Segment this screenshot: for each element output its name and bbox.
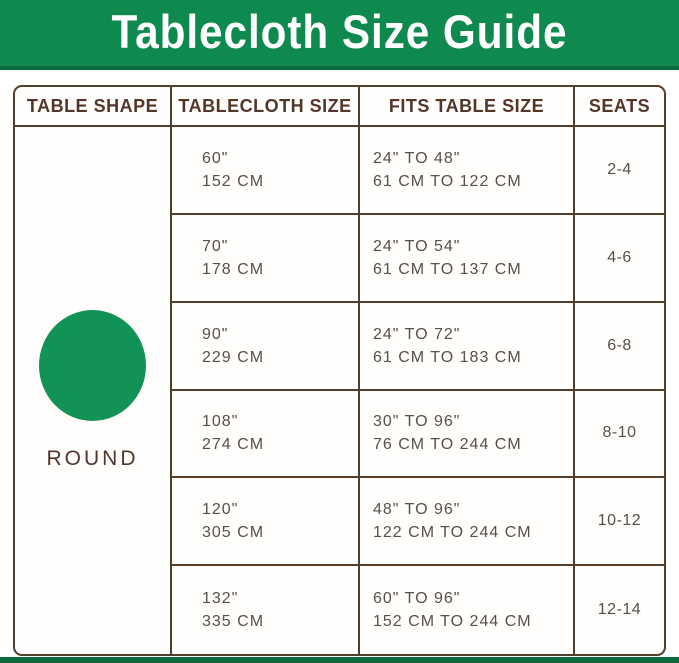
table-row-fits xyxy=(360,478,575,566)
size-guide-table xyxy=(13,85,666,656)
fits-inches: 24" TO 72" xyxy=(373,325,461,343)
shape-label: ROUND xyxy=(46,447,139,470)
size-cm: 152 CM xyxy=(202,172,265,190)
table-row-size xyxy=(172,127,360,215)
table-row-seats: 2-4 xyxy=(575,127,664,215)
fits-inches: 60" TO 96" xyxy=(373,590,461,608)
fits-cm: 152 CM TO 244 CM xyxy=(373,613,532,631)
table-row-fits xyxy=(360,127,575,215)
table-shape-cell xyxy=(15,127,172,654)
table-row-size xyxy=(172,215,360,303)
table-row-size xyxy=(172,391,360,479)
size-inches: 70" xyxy=(202,237,229,255)
size-inches: 120" xyxy=(202,501,239,519)
header-cell-fits-table-size: FITS TABLE SIZE xyxy=(360,87,575,127)
size-inches: 132" xyxy=(202,590,239,608)
size-cm: 305 CM xyxy=(202,524,265,542)
fits-inches: 48" TO 96" xyxy=(373,501,461,519)
table-row-seats: 8-10 xyxy=(575,391,664,479)
size-cm: 335 CM xyxy=(202,613,265,631)
table-row-seats: 4-6 xyxy=(575,215,664,303)
header-cell-tablecloth-size: TABLECLOTH SIZE xyxy=(172,87,360,127)
fits-cm: 76 CM TO 244 CM xyxy=(373,436,522,454)
table-row-fits xyxy=(360,303,575,391)
table-row-seats: 10-12 xyxy=(575,478,664,566)
table-row-size xyxy=(172,478,360,566)
table-row-fits xyxy=(360,391,575,479)
table-row-size xyxy=(172,303,360,391)
size-cm: 229 CM xyxy=(202,348,265,366)
round-table-icon xyxy=(39,310,146,421)
header-cell-table-shape: TABLE SHAPE xyxy=(15,87,172,127)
table-row-size xyxy=(172,566,360,654)
table-row-seats: 12-14 xyxy=(597,601,642,619)
size-inches: 90" xyxy=(202,325,229,343)
size-inches: 108" xyxy=(202,413,239,431)
table-row-seats: 6-8 xyxy=(575,303,664,391)
size-cm: 274 CM xyxy=(202,436,265,454)
size-inches: 60" xyxy=(202,149,229,167)
fits-inches: 30" TO 96" xyxy=(373,413,461,431)
fits-cm: 61 CM TO 122 CM xyxy=(373,172,522,190)
table-row-fits xyxy=(360,215,575,303)
table-row-fits xyxy=(360,566,575,654)
title-banner xyxy=(0,0,679,70)
fits-cm: 61 CM TO 137 CM xyxy=(373,260,522,278)
fits-inches: 24" TO 48" xyxy=(373,149,461,167)
bottom-accent-bar xyxy=(0,657,679,663)
fits-cm: 122 CM TO 244 CM xyxy=(373,524,532,542)
header-cell-seats: SEATS xyxy=(575,87,664,127)
fits-cm: 61 CM TO 183 CM xyxy=(373,348,522,366)
fits-inches: 24" TO 54" xyxy=(373,237,461,255)
page-title: Tablecloth Size Guide xyxy=(111,5,568,59)
size-cm: 178 CM xyxy=(202,260,265,278)
